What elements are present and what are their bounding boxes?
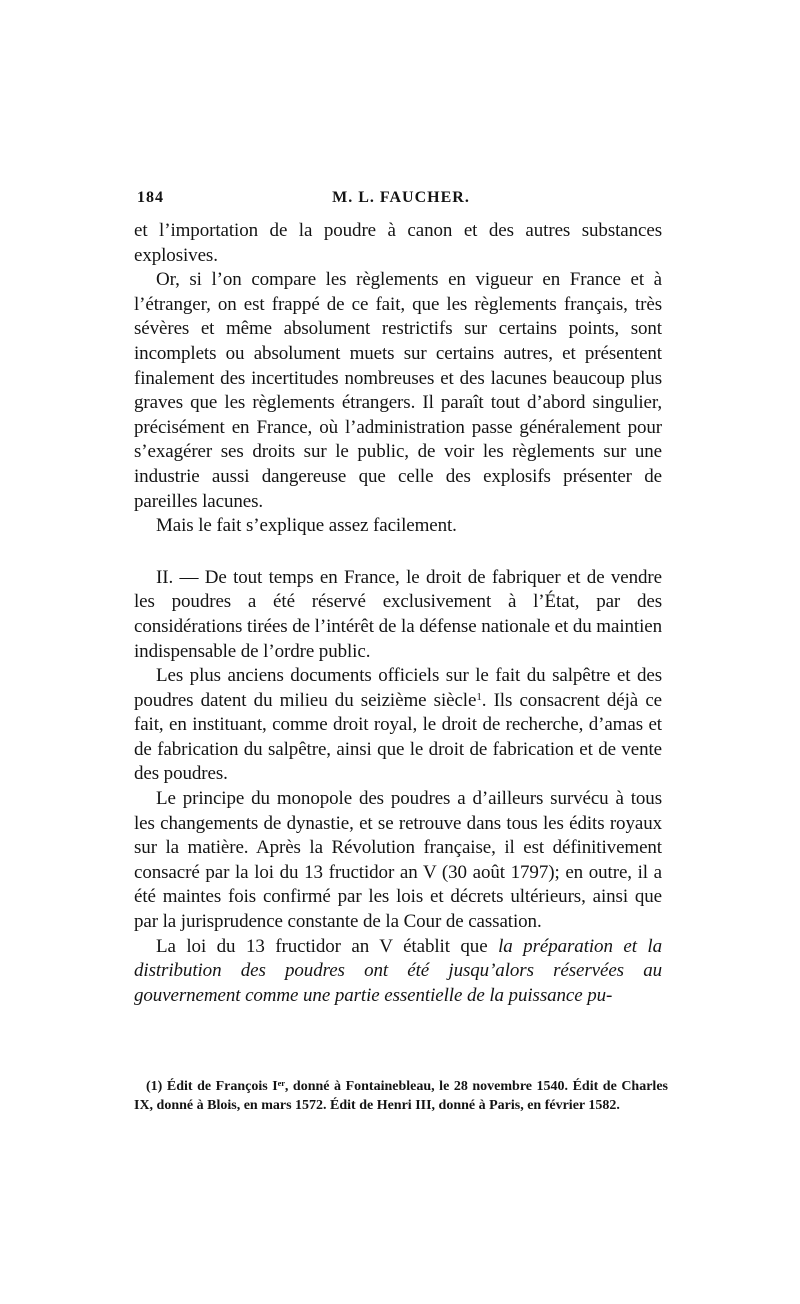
page-number: 184 (137, 189, 164, 206)
paragraph-continued: et l’importation de la poudre à canon et des autres substances explosives. (134, 220, 662, 266)
body-text (134, 219, 662, 1008)
running-title: M. L. FAUCHER. (332, 189, 470, 206)
paragraph-text: Les plus anciens documents officiels sur le fait du salpêtre et des poudres datent du milieu du seizième siècle (134, 665, 662, 711)
section-ii-paragraph: II. — De tout temps en France, le droit de fabriquer et de vendre les poudres a été réservé exclusivement à l’État, par des considérations tirées de l’intérêt de la défense nationale et du maintien indispensable de l’ordre public. (134, 566, 662, 662)
paragraph-reglements: Or, si l’on compare les règlements en vigueur en France et à l’étranger, on est frappé de ce fait, que les règlements français, très sévères et même absolument restrictifs sur certains points, sont incomplets ou absolument muets sur certains autres, et présentent finalement des incertitudes nombreuses et des lacunes beaucoup plus graves que les règlements étrangers. Il paraît tout d’abord singulier, précisément en France, où l’administration passe généralement pour s’exagérer ses droits sur le public, de voir les règlements sur une industrie aussi dangereuse que celle des explosifs présenter de pareilles lacunes. (134, 269, 662, 512)
italic-quotation: la préparation et la distribution des poudres ont été jusqu’alors réservées au gouvernement comme une partie essentielle de la puissance pu- (134, 935, 662, 1006)
paragraph-monopole: Le principe du monopole des poudres a d’ailleurs survécu à tous les changements de dynastie, et se retrouve dans tous les édits royaux sur la matière. Après la Révolution française, il est définitivement consacré par la loi du 13 fructidor an V (30 août 1797); en outre, il a été maintes fois confirmé par les lois et décrets ultérieurs, ainsi que par la jurisprudence constante de la Cour de cassation. (134, 788, 662, 933)
paragraph-anciens-documents (134, 664, 662, 787)
footnote-text: (1) Édit de François Iᵉʳ, donné à Fontainebleau, le 28 novembre 1540. Édit de Charles IX, donné à Blois, en mars 1572. Édit de Henri III, donné à Paris, en février 1582. (134, 1079, 668, 1113)
paragraph-explication: Mais le fait s’explique assez facilement. (156, 515, 457, 537)
footnote-reference: 1 (476, 690, 482, 703)
paragraph-loi-fructidor (134, 935, 662, 1009)
running-header (137, 189, 665, 215)
paragraph-text: La loi du 13 fructidor an V établit que (156, 935, 499, 957)
footnote-block (134, 1077, 668, 1115)
paragraph-text: . Ils consacrent déjà ce fait, en instituant, comme droit royal, le droit de recherche, d’amas et de fabrication du salpêtre, ainsi que le droit de fabrication et de vente des poudres. (134, 689, 662, 785)
